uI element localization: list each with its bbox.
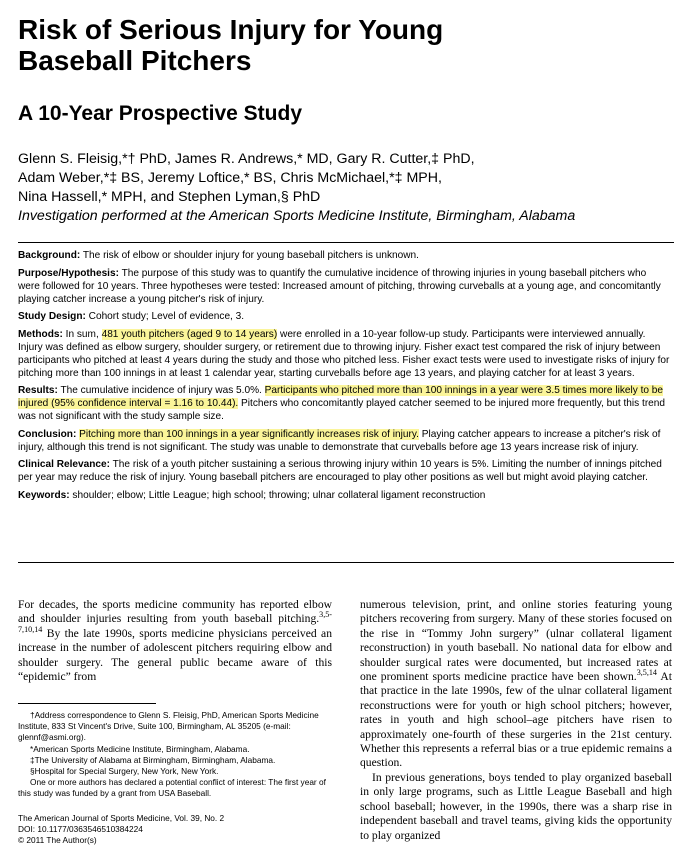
article-subtitle: A 10-Year Prospective Study	[18, 102, 303, 125]
abstract-bottom-rule	[18, 562, 674, 563]
abstract-results: Results: The cumulative incidence of injury was 5.0%. Participants who pitched more than 100 innings in a year were 3.5 times more likely to be injured (95% confidence interval = 1.16 to 10.44). Pitchers who concomitantly played catcher seemed to be injured more frequently, but this trend was not significant with the study sample size.	[18, 385, 666, 422]
footnote-correspondence: †Address correspondence to Glenn S. Fleisig, PhD, American Sports Medicine Institute, 833 St Vincent's Drive, Suite 100, Birmingham, AL 35205 (e-mail: glennf@asmi.org).	[18, 710, 319, 743]
footnote-conflict: One or more authors has declared a potential conflict of interest: The first year of this study was funded by a grant from USA Baseball.	[18, 777, 326, 799]
article-title	[18, 14, 678, 76]
footnote-rule	[18, 703, 156, 704]
footnote-affiliation: ‡The University of Alabama at Birmingham, Birmingham, Alabama.	[30, 754, 276, 765]
abstract-methods: Methods: In sum, 481 youth pitchers (aged 9 to 14 years) were enrolled in a 10-year follow-up study. Participants were interviewed annually. Injury was defined as elbow surgery, shoulder surgery, or retirement due to throwing injury. Fisher exact test compared the risk of injury between participants who pitched at least 4 years during the study and those who pitched less. Fisher exact tests were used to investigate risks of injury for pitching more than 100 innings in at least 1 calendar year, starting curveballs before age 13 years, and playing catcher for at least 3 years.	[18, 328, 670, 379]
citation-ref: 3,5,14	[636, 668, 657, 678]
abstract-background: Background: The risk of elbow or shoulder injury for young baseball pitchers is unknown.	[18, 250, 419, 261]
journal-copyright: © 2011 The Author(s)	[18, 835, 97, 846]
title-line-1: Risk of Serious Injury for Young	[18, 14, 444, 45]
abstract-study-design: Study Design: Cohort study; Level of evidence, 3.	[18, 311, 245, 322]
authors-line-1: Glenn S. Fleisig,*† PhD, James R. Andrews,* MD, Gary R. Cutter,‡ PhD,	[18, 151, 475, 167]
institution-note: Investigation performed at the American Sports Medicine Institute, Birmingham, Alabama	[18, 208, 576, 224]
footnote-affiliation: *American Sports Medicine Institute, Birmingham, Alabama.	[30, 743, 250, 754]
highlight-conclusion: Pitching more than 100 innings in a year significantly increases risk of injury.	[79, 428, 419, 440]
footnote-affiliation: §Hospital for Special Surgery, New York, New York.	[30, 766, 219, 777]
highlight-results: Participants who pitched more than 100 innings in a year were 3.5 times more likely to be injured (95% confidence interval = 1.16 to 10.44).	[18, 385, 664, 409]
authors-line-3: Nina Hassell,* MPH, and Stephen Lyman,§ PhD	[18, 189, 321, 205]
body-paragraph: For decades, the sports medicine community has reported elbow and shoulder injuries resulting from youth baseball pitching.$^{3,5-7,10,14}$ By the late 1990s, sports medicine physicians perceived an increase in the number of adolescent pitchers requiring elbow and shoulder surgery. The general public became aware of this “epidemic” from	[18, 598, 332, 684]
abstract-clinical-relevance: Clinical Relevance: The risk of a youth pitcher sustaining a serious throwing injury within 10 years is 5%. Limiting the number of innings pitched per year may reduce the risk of injury. Young baseball pitchers are encouraged to play other positions as well but might avoid playing catcher.	[18, 459, 662, 483]
journal-info	[18, 813, 334, 847]
abstract	[18, 249, 670, 506]
body-paragraph: numerous television, print, and online stories featuring young pitchers recovering from surgery. Many of these stories focused on the rise in “Tommy John surgery” (ulnar collateral ligament reconstruction) in youth baseball. No national data for elbow and shoulder surgical rates were documented, but increased rates at one prominent sports medicine practice have been shown.$^{3,5,14}$ At that practice in the late 1990s, few of the ulnar collateral ligament reconstructions were for youth or high school pitchers; however, rates in youth and high school–age pitchers have risen to approximately one-fourth of these surgeries in the 21st century. Whether this represents a referral bias or a true epidemic remains a question.	[360, 598, 672, 770]
journal-doi: DOI: 10.1177/0363546510384224	[18, 824, 143, 835]
abstract-conclusion: Conclusion: Pitching more than 100 innings in a year significantly increases risk of injury. Playing catcher appears to increase a pitcher's risk of injury, although this trend is not significant. The study was unable to demonstrate that curveballs before age 13 years increase risk of injury.	[18, 428, 661, 453]
journal-citation: The American Journal of Sports Medicine, Vol. 39, No. 2	[18, 813, 225, 823]
highlight-methods: 481 youth pitchers (aged 9 to 14 years)	[101, 328, 278, 340]
abstract-keywords: Keywords: shoulder; elbow; Little League; high school; throwing; ulnar collateral ligament reconstruction	[18, 489, 486, 501]
footnotes	[18, 710, 334, 800]
abstract-top-rule	[18, 242, 674, 243]
citation-ref: 3,5-7,10,14	[18, 610, 332, 634]
authors-line-2: Adam Weber,*‡ BS, Jeremy Loftice,* BS, Chris McMichael,*‡ MPH,	[18, 170, 442, 186]
author-block	[18, 150, 678, 226]
body-paragraph: In previous generations, boys tended to play organized baseball in only large programs, such as Little League Baseball and high school baseball; however, in the 1990s, there was a sharp rise in independent baseball and travel teams, giving kids the opportunity to play organized	[360, 770, 672, 842]
body-column-right	[360, 598, 672, 843]
title-line-2: Baseball Pitchers	[18, 45, 252, 76]
abstract-purpose: Purpose/Hypothesis: The purpose of this study was to quantify the cumulative incidence of throwing injuries in young baseball pitchers who were followed for 10 years. Three hypotheses were tested: Increased amount of pitching, throwing curveballs at a young age, and concomitantly playing catcher increase a young pitcher's risk of injury.	[18, 267, 661, 305]
body-column-left	[18, 598, 332, 684]
